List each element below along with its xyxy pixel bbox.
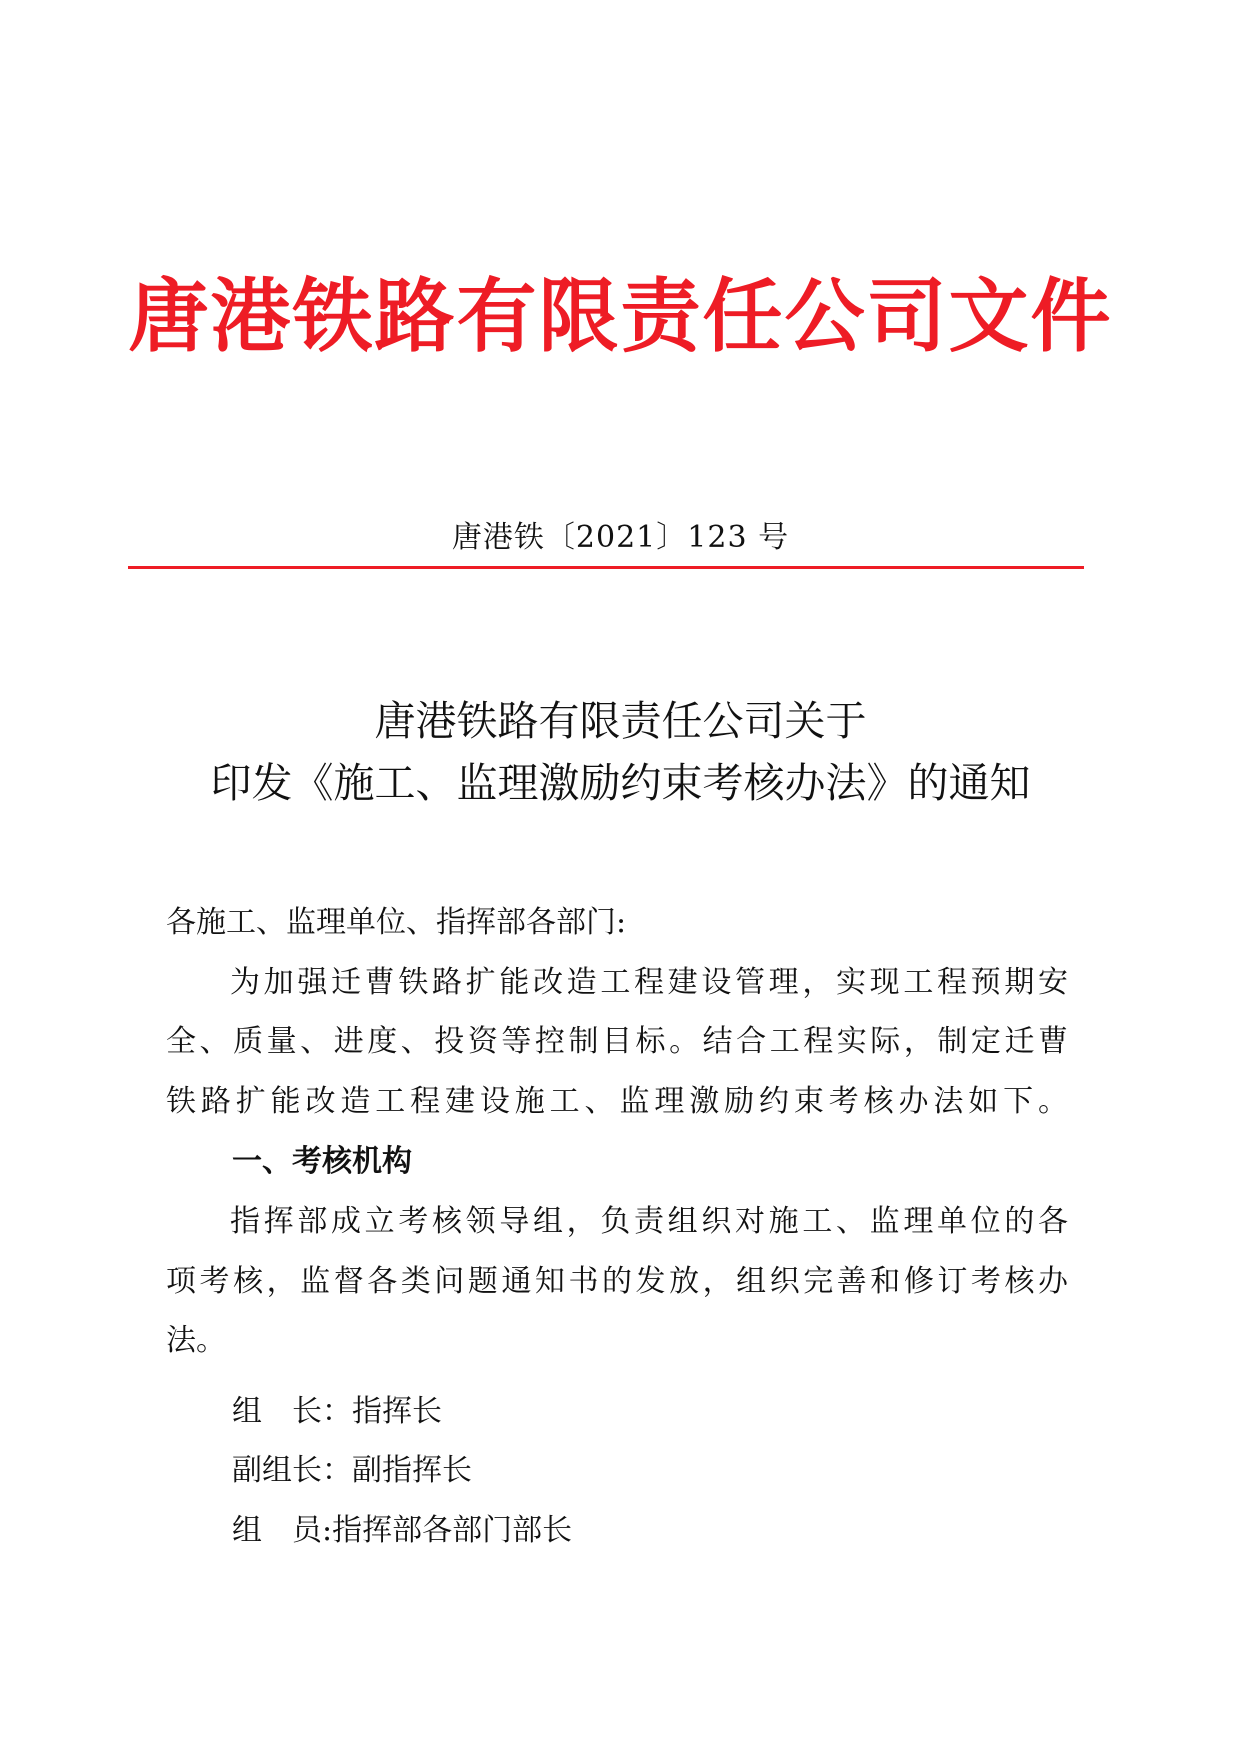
section-1-paragraph-line-2: 项考核，监督各类问题通知书的发放，组织完善和修订考核办	[166, 1264, 1068, 1299]
document-number: 唐港铁〔2021〕123 号	[451, 520, 790, 555]
section-1-paragraph-line-1: 指挥部成立考核领导组，负责组织对施工、监理单位的各	[230, 1204, 1068, 1239]
section-1-heading: 一、考核机构	[232, 1144, 412, 1179]
notice-title-line-2: 印发《施工、监理激励约束考核办法》的通知	[210, 759, 1031, 807]
notice-title-line-1: 唐港铁路有限责任公司关于	[374, 697, 867, 745]
member-group-leader: 组 长：指挥长	[232, 1394, 442, 1429]
intro-paragraph-line-1: 为加强迁曹铁路扩能改造工程建设管理，实现工程预期安	[230, 965, 1068, 1000]
salutation: 各施工、监理单位、指挥部各部门:	[166, 905, 627, 940]
intro-paragraph-line-2: 全、质量、进度、投资等控制目标。结合工程实际，制定迁曹	[166, 1024, 1068, 1059]
header-red-divider	[128, 566, 1084, 569]
member-group-members: 组 员:指挥部各部门部长	[232, 1513, 573, 1548]
intro-paragraph-line-3: 铁路扩能改造工程建设施工、监理激励约束考核办法如下。	[166, 1084, 1068, 1119]
section-1-paragraph-line-3: 法。	[166, 1323, 226, 1358]
member-deputy-leader: 副组长：副指挥长	[232, 1453, 472, 1488]
document-header-title: 唐港铁路有限责任公司文件	[128, 270, 1113, 363]
